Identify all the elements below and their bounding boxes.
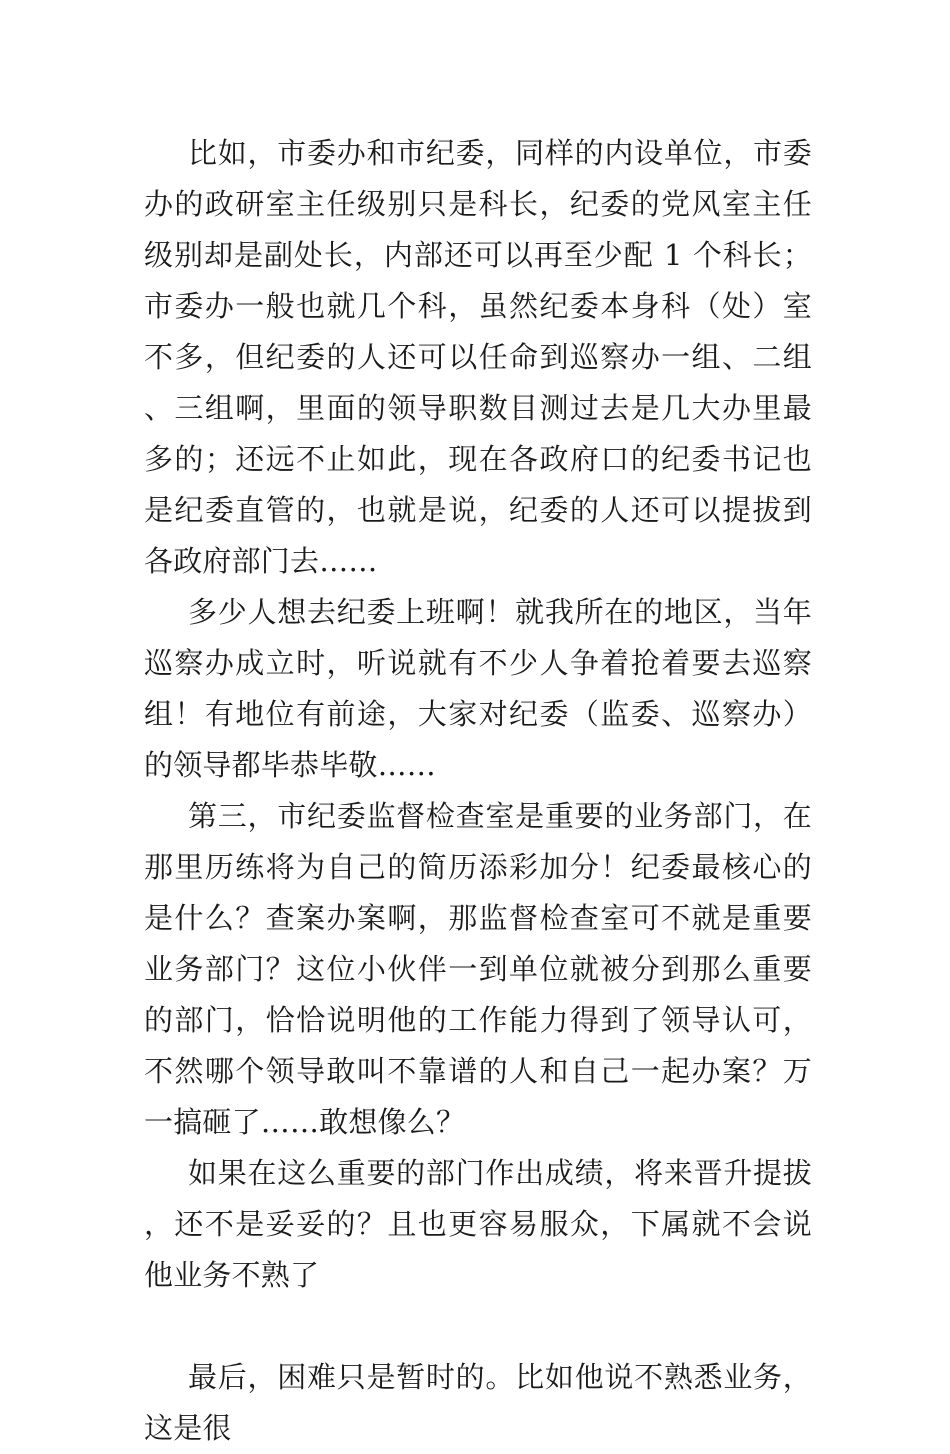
paragraph-4: 如果在这么重要的部门作出成绩，将来晋升提拔，还不是妥妥的？且也更容易服众，下属就不会说他业务不熟了 [144, 1156, 812, 1292]
paragraph-2: 多少人想去纪委上班啊！就我所在的地区，当年巡察办成立时，听说就有不少人争着抢着要去巡察组！有地位有前途，大家对纪委（监委、巡察办）的领导都毕恭毕敬…… [144, 595, 812, 782]
document-body [144, 128, 812, 1454]
paragraph-5: 最后，困难只是暂时的。比如他说不熟悉业务，这是很 [144, 1360, 812, 1445]
paragraph-1: 比如，市委办和市纪委，同样的内设单位，市委办的政研室主任级别只是科长，纪委的党风室主任级别却是副处长，内部还可以再至少配 1 个科长；市委办一般也就几个科，虽然纪委本身科（处）室不多，但纪委的人还可以任命到巡察办一组、二组、三组啊，里面的领导职数目测过去是几大办里最多的；还远不止如此，现在各政府口的纪委书记也是纪委直管的，也就是说，纪委的人还可以提拔到各政府部门去…… [144, 136, 812, 578]
paragraph-3: 第三，市纪委监督检查室是重要的业务部门，在那里历练将为自己的简历添彩加分！纪委最核心的是什么？查案办案啊，那监督检查室可不就是重要业务部门？这位小伙伴一到单位就被分到那么重要的部门，恰恰说明他的工作能力得到了领导认可，不然哪个领导敢叫不靠谱的人和自己一起办案？万一搞砸了……敢想像么？ [144, 799, 812, 1139]
blank-line [144, 1301, 812, 1352]
